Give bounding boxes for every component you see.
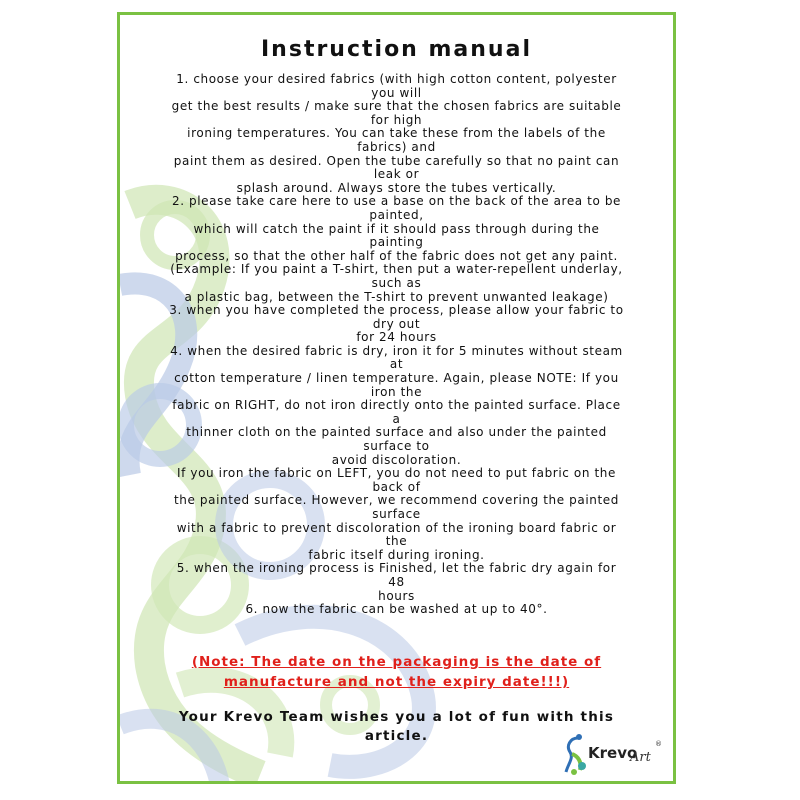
instruction-line: iron the	[370, 384, 423, 399]
instruction-line: fabric on RIGHT, do not iron directly onto the painted surface. Place	[172, 398, 621, 413]
instruction-line: the painted surface. However, we recommend covering the painted	[174, 493, 619, 508]
instruction-line: leak or	[373, 167, 420, 182]
instruction-line: such as	[371, 275, 422, 290]
instruction-line: paint them as desired. Open the tube carefully so that no paint can	[173, 153, 620, 168]
note-line: manufacture and not the expiry date!!!)	[223, 674, 570, 690]
instruction-line: painting	[369, 235, 424, 250]
instruction-line: for high	[370, 112, 423, 127]
instruction-line: 1. choose your desired fabrics (with high cotton content, polyester	[176, 72, 617, 86]
instruction-line: fabric itself during ironing.	[308, 547, 485, 562]
registered-mark: ®	[655, 740, 662, 748]
instruction-line: process, so that the other half of the fabric does not get any paint.	[175, 248, 618, 263]
instruction-line: with a fabric to prevent discoloration of the ironing board fabric or	[176, 520, 617, 535]
peacock-icon	[562, 732, 588, 777]
page-title: Instruction manual	[261, 37, 532, 62]
instruction-line: If you iron the fabric on LEFT, you do not need to put fabric on the	[177, 466, 616, 481]
closing-message: Your Krevo Team wishes you a lot of fun with this article.	[178, 709, 615, 744]
logo-brand: Krevo	[588, 744, 638, 762]
instruction-line: (Example: If you paint a T-shirt, then put a water-repellent underlay,	[170, 262, 623, 277]
instruction-line: surface to	[363, 439, 430, 454]
instruction-line: 2. please take care here to use a base on the back of the area to be	[171, 194, 622, 209]
instruction-line: the	[385, 534, 408, 549]
instruction-line: thinner cloth on the painted surface and also under the painted	[186, 425, 607, 440]
instruction-line: cotton temperature / linen temperature. Again, please NOTE: If you	[174, 371, 619, 386]
instruction-line: 4. when the desired fabric is dry, iron it for 5 minutes without steam	[170, 343, 623, 358]
instruction-line: which will catch the paint if it should pass through during the	[193, 221, 600, 236]
instruction-line: back of	[372, 479, 421, 494]
instruction-line: ironing temperatures. You can take these from the labels of the	[187, 126, 606, 141]
instruction-line: 5. when the ironing process is Finished, let the fabric dry again for	[176, 561, 617, 576]
instruction-line: get the best results / make sure that the chosen fabrics are suitable	[171, 99, 622, 114]
instruction-line: surface	[372, 507, 421, 521]
instruction-line: 6. now the fabric can be washed at up to 40°.	[245, 602, 548, 617]
instruction-line: 3. when you have completed the process, please allow your fabric to	[169, 303, 624, 318]
instruction-line: splash around. Always store the tubes vertically.	[236, 180, 557, 195]
instructions-body	[130, 73, 663, 617]
note-line: (Note: The date on the packaging is the date of	[191, 654, 602, 670]
logo-suffix: Art	[630, 750, 651, 765]
instruction-line: painted,	[369, 207, 424, 222]
instruction-line: 48	[388, 574, 405, 589]
instruction-line: avoid discoloration.	[331, 452, 462, 467]
packaging-date-note	[120, 652, 673, 692]
instruction-line: hours	[378, 588, 415, 603]
instruction-line: for 24 hours	[356, 330, 437, 345]
instruction-line: a	[392, 411, 401, 426]
instruction-line: fabrics) and	[357, 139, 436, 154]
instruction-line: a plastic bag, between the T-shirt to prevent unwanted leakage)	[184, 289, 609, 304]
instruction-line: dry out	[372, 316, 421, 331]
instruction-line: at	[389, 357, 404, 372]
instruction-line: you will	[371, 85, 422, 100]
document-frame	[117, 12, 676, 784]
krevo-art-logo	[562, 732, 662, 777]
